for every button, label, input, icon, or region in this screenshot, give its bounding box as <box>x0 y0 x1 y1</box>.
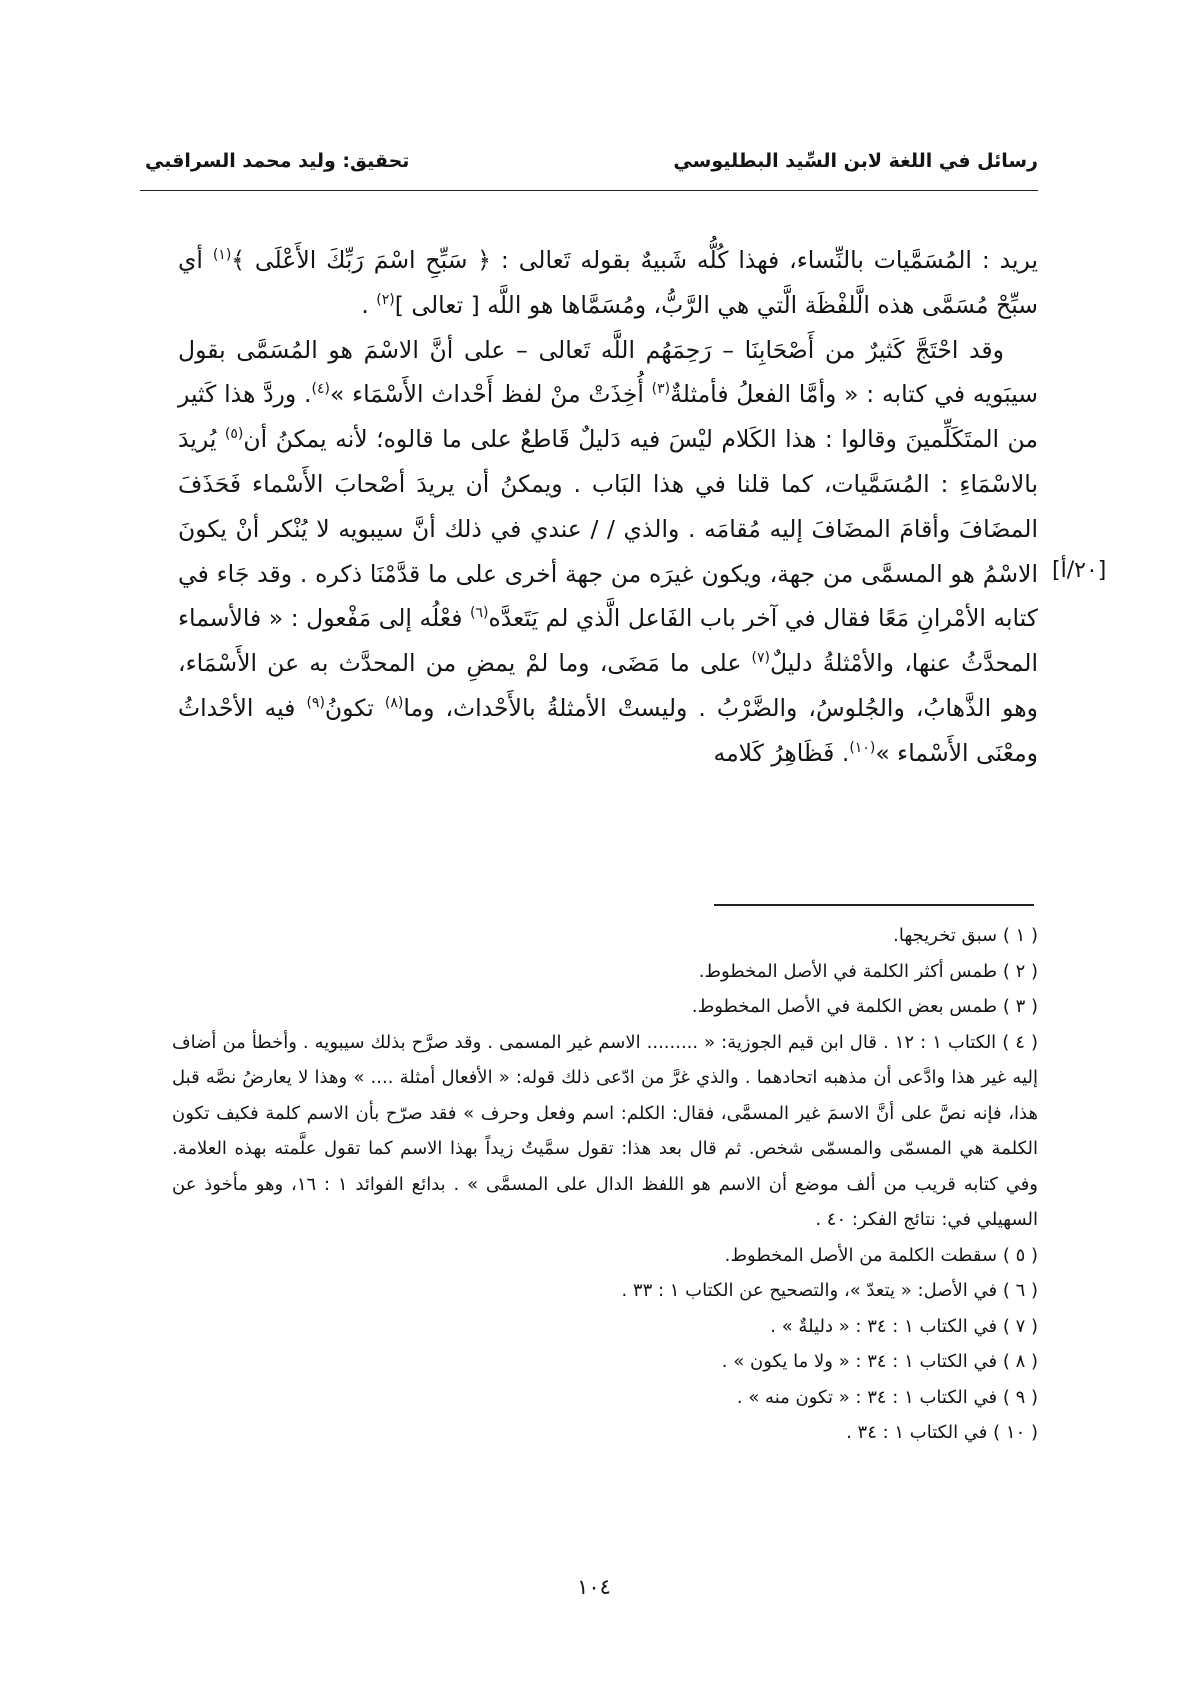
footnote-text: في الكتاب ١ : ٣٤ . <box>846 1422 988 1443</box>
header-rule <box>140 190 1038 191</box>
footnote-text: الكتاب ١ : ١٢ . قال ابن قيم الجوزية: « ......... الاسم غير المسمى . وقد صرَّح بذلك سيبويه . وأخطأ من أضاف إليه غير هذا وادَّعى أن مذهبه اتحادهما . والذي غرَّ من ادّعى ذلك قوله: « الأفعال أمثلة .... » وهذا لا يعارضُ نصَّه قبل هذا، فإنه نصَّ على أنَّ الاسمَ غير المسمَّى، فقال: الكلم: اسم وفعل وحرف » فقد صرّح بأن الاسم كلمة فكيف تكون الكلمة هي المسمّى والمسمّى شخص. ثم قال بعد هذا: تقول سمَّيتُ زيداً بهذا الاسم كما تقول علَّمته بهذه العلامة. وفي كتابه قريب من ألف موضع أن الاسم هو اللفظ الدال على المسمَّى » . بدائع الفوائد ١ : ١٦، وهو مأخوذ عن السهيلي في: نتائج الفكر: ٤٠ . <box>172 1031 1038 1230</box>
footnote-number: ( ٦ ) <box>1002 1280 1038 1301</box>
footnote-number: ( ١٠ ) <box>993 1422 1038 1443</box>
p1-text-c: . <box>361 290 377 319</box>
footnote <box>172 989 1038 1025</box>
footnote-ref-9[interactable]: (٩) <box>306 695 325 712</box>
footnote-ref-10[interactable]: (١٠) <box>849 739 876 756</box>
footnote <box>172 918 1038 954</box>
footnote <box>172 1344 1038 1380</box>
paragraph-2 <box>178 328 1038 776</box>
footnote-ref-3[interactable]: (٣) <box>651 381 671 398</box>
footnote-number: ( ٨ ) <box>1002 1351 1038 1372</box>
paragraph-1 <box>178 238 1038 328</box>
running-head-title: رسائل في اللغة لابن السِّيد البطليوسي <box>673 150 1038 172</box>
footnote-ref-7[interactable]: (٧) <box>751 650 770 667</box>
footnote-ref-4[interactable]: (٤) <box>311 381 330 398</box>
p2-text-h: فيه الأحْداثُ ومعْنَى الأَسْماء » <box>178 693 1038 767</box>
footnote-number: ( ٤ ) <box>1002 1031 1038 1053</box>
footnote <box>172 1309 1038 1345</box>
footnote <box>172 1415 1038 1451</box>
footnote-number: ( ٣ ) <box>1002 996 1038 1017</box>
footnote <box>172 1238 1038 1274</box>
p2-text-g: تكونُ <box>324 693 385 722</box>
footnote-ref-1[interactable]: (١) <box>212 247 232 264</box>
manuscript-folio-marker: [٢٠/أ] <box>1052 558 1107 583</box>
footnote <box>172 954 1038 990</box>
p2-text-c: . وردَّ هذا كَثير من المتَكَلِّمينَ وقالوا : هذا الكَلام ليْسَ فيه دَليلٌ قَاطعٌ على ما قالوه؛ لأنه يمكنُ أن <box>178 380 1038 454</box>
footnote <box>172 1380 1038 1416</box>
running-head-editor: تحقيق: وليد محمد السراقبي <box>145 150 410 172</box>
footnote <box>172 1273 1038 1309</box>
footnote <box>172 1025 1038 1238</box>
p2-text-f: على ما مَضَى، وما لمْ يمضِ من المحدَّث به عن الأَسْمَاء، وهو الذَّهابُ، والجُلوسُ، والضَّرْبُ . وليستْ الأمثلةُ بالأَحْداث، وما <box>178 649 1039 722</box>
footnote-text: طمس بعض الكلمة في الأصل المخطوط. <box>691 996 998 1017</box>
footnote-number: ( ١ ) <box>1002 925 1038 946</box>
p2-text-i: . فَظَاهِرُ كَلامه <box>713 738 850 767</box>
footnote-text: سبق تخريجها. <box>893 925 998 946</box>
footnote-text: في الأصل: « يتعدّ »، والتصحيح عن الكتاب ١ : ٣٣ . <box>621 1280 998 1301</box>
footnote-ref-8[interactable]: (٨) <box>384 695 404 712</box>
footnote-text: في الكتاب ١ : ٣٤ : « ولا ما يكون » . <box>721 1351 998 1372</box>
footnote-text: في الكتاب ١ : ٣٤ : « تكون منه » . <box>736 1386 998 1408</box>
footnote-text: في الكتاب ١ : ٣٤ : « دليلةٌ » . <box>770 1315 998 1337</box>
footnote-ref-5[interactable]: (٥) <box>224 426 244 443</box>
page-number: ١٠٤ <box>577 1575 611 1599</box>
footnote-ref-6[interactable]: (٦) <box>469 605 489 622</box>
p2-text-a: وقد احْتَجَّ كَثيرٌ من أَصْحَابِنَا – رَحِمَهُم اللَّه تَعالى – على أنَّ الاسْمَ هو المُسَمَّى بقول سيبَويه في كتابه : « وأمَّا الفعلُ فأمثلةٌ <box>178 335 1038 409</box>
footnote-text: طمس أكثر الكلمة في الأصل المخطوط. <box>698 960 998 982</box>
p1-text-b: أي سبِّحْ مُسَمَّى هذه الَّلفْظَة الَّتي هي الرَّبُّ، ومُسَمَّاها هو اللَّه [ تعالى ] <box>178 246 1038 319</box>
p1-text-a: يريد : المُسَمَّيات بالنِّساء، فهذا كُلُّه شَبيهٌ بقوله تَعالى : ﴿ سَبِّحِ اسْمَ رَبِّكَ الأَعْلَى ﴾ <box>231 246 1038 274</box>
main-text <box>178 238 1038 776</box>
footnote-number: ( ٥ ) <box>1002 1244 1038 1266</box>
footnote-separator <box>714 904 1034 906</box>
footnotes <box>172 918 1038 1451</box>
p2-text-b: أُخِذَتْ منْ لفظ أَحْداث الأَسْمَاء » <box>329 380 652 409</box>
p2-text-d: يُريدَ بالاسْمَاءِ : المُسَمَّيات، كما قلنا في هذا البَاب . ويمكنُ أن يريدَ أصْحابَ الأَسْماء فَحَذَفَ المضَافَ وأقامَ المضَافَ إليه مُقامَه . والذي / / عندي في ذلك أنَّ سيبويه لا يُنْكر أنْ يكونَ الاسْمُ هو المسمَّى من جهة، ويكون غيرَه من جهة أخرى على ما قدَّمْنَا ذكره . وقد جَاء في كتابه الأمْرانِ مَعًا فقال في آخر باب الفَاعل الَّذي لم يَتَعدَّه <box>178 425 1038 633</box>
footnote-text: سقطت الكلمة من الأصل المخطوط. <box>724 1244 998 1266</box>
footnote-number: ( ٢ ) <box>1002 960 1038 982</box>
p2-text-e: فعْلُه إلى مَفْعول : « فالأسماء المحدَّثُ عنها، والأمْثلةُ دليلٌ <box>178 604 1038 678</box>
footnote-number: ( ٧ ) <box>1002 1315 1038 1337</box>
footnote-ref-2[interactable]: (٢) <box>376 291 395 308</box>
footnote-number: ( ٩ ) <box>1002 1386 1038 1408</box>
